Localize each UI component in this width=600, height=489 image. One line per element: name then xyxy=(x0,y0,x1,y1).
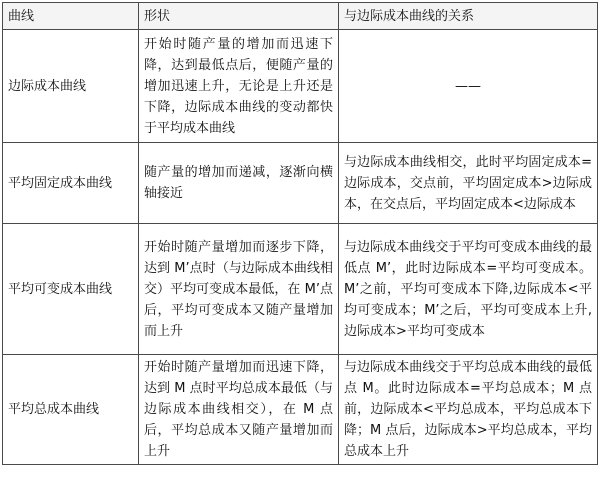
relation-cell: —— xyxy=(339,30,598,143)
relation-cell: 与边际成本曲线交于平均可变成本曲线的最低点 M’，此时边际成本=平均可变成本。M’之前，平均可变成本下降,边际成本<平均可变成本；M’之后，平均可变成本上升,边际成本>平均可变成本 xyxy=(339,224,598,355)
relation-cell: 与边际成本曲线交于平均总成本曲线的最低点 M。此时边际成本=平均总成本；M 点前，边际成本<平均总成本，平均总成本下降；M 点后，边际成本>平均总成本，平均总成本上升 xyxy=(339,355,598,465)
table-row xyxy=(3,224,598,355)
table-header-row xyxy=(3,3,598,30)
curve-name-cell: 边际成本曲线 xyxy=(3,30,139,143)
header-shape: 形状 xyxy=(139,3,339,30)
curve-name-cell: 平均可变成本曲线 xyxy=(3,224,139,355)
table-row xyxy=(3,30,598,143)
shape-cell: 开始时随产量增加而迅速下降，达到 M 点时平均总成本最低（与边际成本曲线相交），在 M 点后，平均总成本又随产量增加而上升 xyxy=(139,355,339,465)
curve-name-cell: 平均固定成本曲线 xyxy=(3,143,139,224)
shape-cell: 开始时随产量的增加而迅速下降，达到最低点后，便随产量的增加迅速上升，无论是上升还是下降，边际成本曲线的变动都快于平均成本曲线 xyxy=(139,30,339,143)
table-row xyxy=(3,355,598,465)
shape-cell: 开始时随产量增加而逐步下降，达到 M’点时（与边际成本曲线相交）平均可变成本最低，在 M’点后，平均可变成本又随产量增加而上升 xyxy=(139,224,339,355)
cost-curve-table xyxy=(2,2,598,465)
curve-name-cell: 平均总成本曲线 xyxy=(3,355,139,465)
header-relation: 与边际成本曲线的关系 xyxy=(339,3,598,30)
relation-cell: 与边际成本曲线相交，此时平均固定成本=边际成本，交点前，平均固定成本>边际成本，在交点后，平均固定成本<边际成本 xyxy=(339,143,598,224)
header-curve: 曲线 xyxy=(3,3,139,30)
table-row xyxy=(3,143,598,224)
shape-cell: 随产量的增加而递减，逐渐向横轴接近 xyxy=(139,143,339,224)
